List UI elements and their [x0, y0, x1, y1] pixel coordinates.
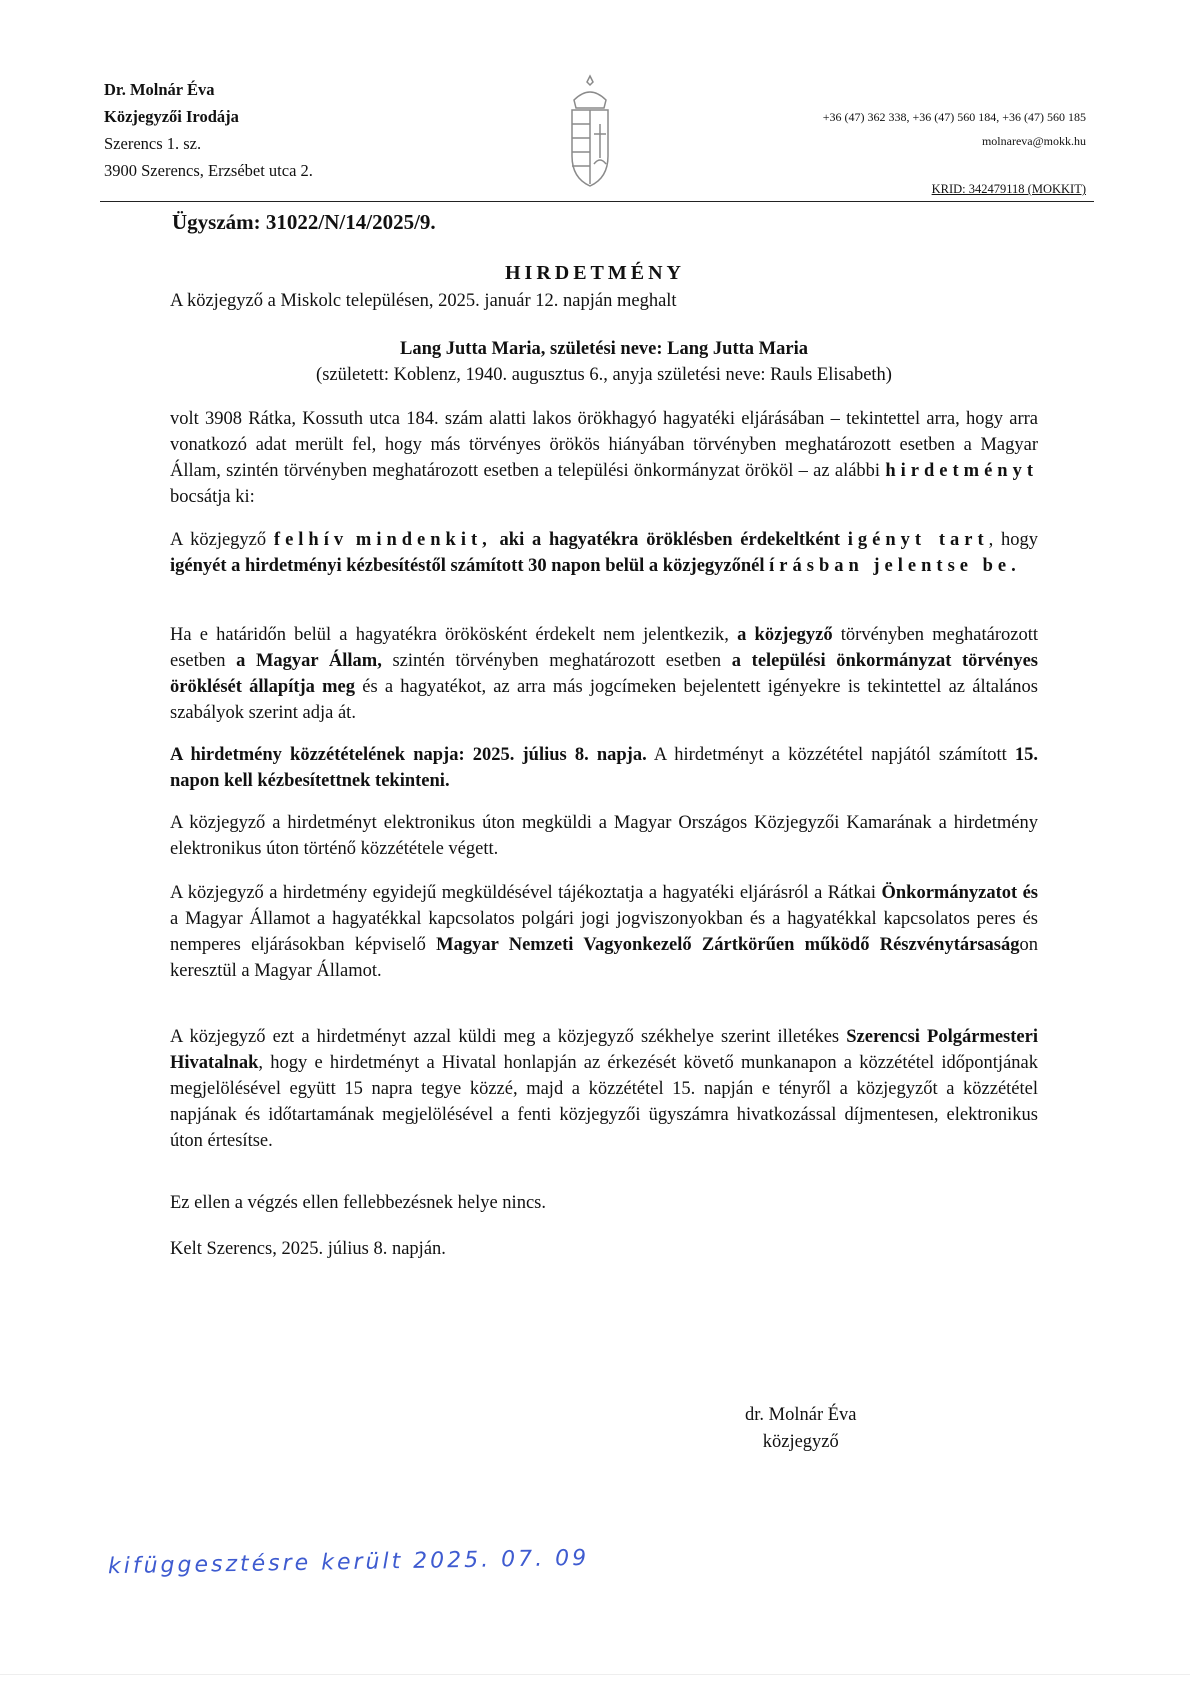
paragraph-6: [170, 880, 1038, 984]
p2-part: , hogy: [988, 530, 1039, 550]
krid-number: KRID: 342479118 (MOKKIT): [931, 182, 1086, 196]
intro-paragraph: A közjegyző a Miskolc településen, 2025. január 12. napján meghalt: [170, 291, 677, 311]
p2-part: igényt tart: [847, 530, 989, 550]
paragraph-5: A közjegyző a hirdetményt elektronikus úton megküldi a Magyar Országos Közjegyzői Kamarának a hirdetmény elektronikus úton történő közzététele végett.: [170, 813, 1038, 859]
p2-part: igényét a hirdetményi kézbesítéstől számított 30 napon belül a közjegyzőnél: [170, 556, 765, 576]
p2-part: felhív: [273, 530, 349, 550]
paragraph-3: [170, 622, 1038, 726]
paragraph-4: [170, 742, 1038, 794]
paragraph-7: [170, 1024, 1038, 1154]
p6-part: Magyar Nemzeti Vagyonkezelő Zártkörűen működő Részvénytársaság: [436, 935, 1020, 955]
signature-name: dr. Molnár Éva: [745, 1405, 857, 1425]
p3-part: törvényben meghatározott esetben: [170, 625, 1039, 671]
p3-part: Ha e határidőn belül a hagyatékra örökösként érdekelt nem jelentkezik,: [170, 625, 729, 645]
document-title: HIRDETMÉNY: [504, 262, 685, 284]
office-seat: Szerencs 1. sz.: [104, 134, 202, 153]
p3-part: a települési önkormányzat törvényes öröklését állapítja meg: [170, 651, 1039, 697]
p3-part: a Magyar Állam,: [236, 651, 382, 671]
p6-part: A közjegyző a hirdetmény egyidejű megküldésével tájékoztatja a hagyatéki eljárásról a Rátkai: [170, 883, 877, 903]
p1-tail: bocsátja ki:: [170, 487, 255, 507]
deceased-birth: (született: Koblenz, 1940. augusztus 6., anyja születési neve: Rauls Elisabeth): [316, 365, 892, 385]
p3-part: szintén törvényben meghatározott esetben: [392, 651, 722, 671]
paragraph-2: [170, 527, 1038, 579]
signature-role: közjegyző: [762, 1432, 839, 1452]
office-address: 3900 Szerencs, Erzsébet utca 2.: [104, 161, 313, 180]
p2-part: A közjegyző: [170, 530, 267, 550]
p3-part: a közjegyző: [737, 625, 833, 645]
paragraph-8: Ez ellen a végzés ellen fellebbezésnek helye nincs.: [170, 1193, 546, 1213]
p6-part: on keresztül a Magyar Államot.: [170, 935, 1038, 981]
handwritten-note: kifüggesztésre került 2025. 07. 09: [107, 1545, 590, 1580]
p4-part: 15. napon kell kézbesítettnek tekinteni.: [170, 745, 1039, 791]
p7-part: A közjegyző ezt a hirdetményt azzal küldi meg a közjegyző székhelye szerint illetékes: [170, 1027, 840, 1047]
office-name: Közjegyzői Irodája: [104, 107, 239, 126]
p4-part: A hirdetmény közzétételének napja: 2025. július 8. napja.: [170, 745, 647, 765]
header-divider: [100, 201, 1094, 202]
p7-part: Szerencsi Polgármesteri Hivatalnak: [170, 1027, 1038, 1073]
page-bottom-edge: [0, 1674, 1190, 1675]
case-number: Ügyszám: 31022/N/14/2025/9.: [172, 210, 436, 234]
p2-part: aki a hagyatékra öröklésben érdekeltként: [499, 530, 840, 550]
office-header: [104, 76, 313, 184]
p2-part: írásban jelentse be.: [769, 556, 1021, 576]
paragraph-1: [170, 406, 1038, 510]
deceased-name: Lang Jutta Maria, születési neve: Lang Jutta Maria: [400, 339, 808, 359]
p6-part: a Magyar Államot a hagyatékkal kapcsolatos polgári jogi jogviszonyokban és a hagyatékkal kapcsolatos peres és nemperes eljárásokban képviselő: [170, 909, 1038, 955]
p2-part: mindenkit,: [355, 530, 492, 550]
p1-emphasis: hirdetményt: [885, 461, 1038, 481]
p7-part: , hogy e hirdetményt a Hivatal honlapján az érkezését követő munkanapon a közzététel időpontjának megjelölésével együtt 15 napra tegye közzé, majd a közzététel 15. napján e tényről a közjegyzőt a közzététel napjának és időtartamának megjelölésével a fenti közjegyzői ügyszámra hivatkozással díjmentesen, elektronikus úton értesítse.: [170, 1053, 1038, 1151]
signature-block: [745, 1402, 857, 1456]
email-address: molnareva@mokk.hu: [981, 134, 1086, 148]
notary-name: Dr. Molnár Éva: [104, 80, 215, 99]
p1-text: volt 3908 Rátka, Kossuth utca 184. szám alatti lakos örökhagyó hagyatéki eljárásában – tekintettel arra, hogy arra vonatkozó adat merült fel, hogy más törvényes örökös hiányában törvényben meghatározott esetben a Magyar Állam, szintén törvényben meghatározott esetben a települési önkormányzat örököl – az alábbi: [170, 409, 1038, 481]
coat-of-arms-icon: [560, 72, 620, 200]
contact-block: [823, 105, 1086, 153]
p3-part: és a hagyatékot, az arra más jogcímeken bejelentett igényekre is tekintettel az általános szabályok szerint adja át.: [170, 677, 1038, 723]
phone-numbers: +36 (47) 362 338, +36 (47) 560 184, +36 (47) 560 185: [822, 110, 1086, 124]
p6-part: Önkormányzatot és: [881, 883, 1039, 903]
p4-part: A hirdetményt a közzététel napjától számított: [653, 745, 1007, 765]
paragraph-9: Kelt Szerencs, 2025. július 8. napján.: [170, 1239, 446, 1259]
